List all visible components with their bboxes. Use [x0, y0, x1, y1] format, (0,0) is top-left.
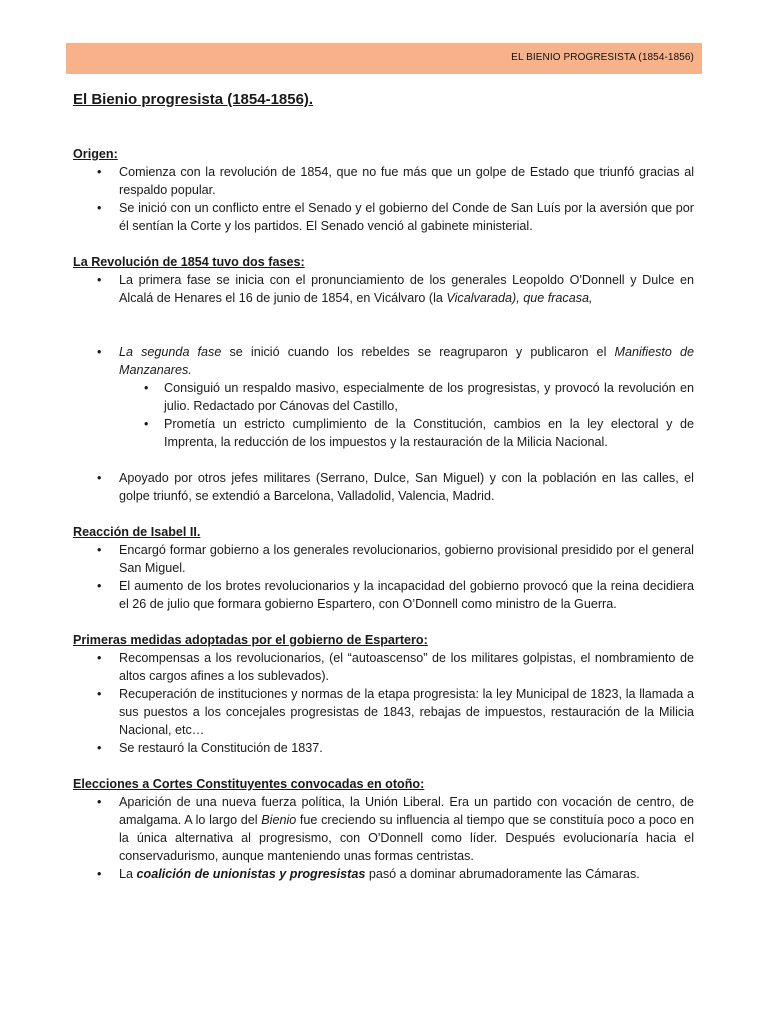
- list-item-text: La: [119, 867, 137, 881]
- list-item-text: Recuperación de instituciones y normas de la etapa progresista: la ley Municipal de 1823, la llamada a sus puestos a los concejales progresistas de 1843, rebajas de impuestos, restauración de la Milicia Nacional, etc…: [119, 687, 694, 737]
- bullet-icon: •: [97, 579, 102, 593]
- list-item: [73, 469, 694, 505]
- section-heading-revolucion: La Revolución de 1854 tuvo dos fases:: [73, 255, 305, 269]
- list-item-text: se inició cuando los rebeldes se reagruparon y publicaron el: [221, 345, 615, 359]
- reaccion-list: [73, 541, 694, 613]
- list-item: [73, 163, 694, 199]
- list-item: [73, 199, 694, 235]
- list-item-text: Comienza con la revolución de 1854, que no fue más que un golpe de Estado que triunfó gracias al respaldo popular.: [119, 165, 694, 197]
- running-header-band: [66, 43, 702, 74]
- list-item-text: Apoyado por otros jefes militares (Serrano, Dulce, San Miguel) y con la población en las calles, el golpe triunfó, se extendió a Barcelona, Valladolid, Valencia, Madrid.: [119, 471, 694, 503]
- sublist-item-text: Prometía un estricto cumplimiento de la Constitución, cambios en la ley electoral y de Imprenta, la reducción de los impuestos y la restauración de la Milicia Nacional.: [164, 417, 694, 449]
- list-item-text: pasó a dominar abrumadoramente las Cámaras.: [365, 867, 640, 881]
- sublist-item: [119, 415, 694, 451]
- list-item: [73, 739, 694, 757]
- sublist-item-text: Consiguió un respaldo masivo, especialmente de los progresistas, y provocó la revolución en julio. Redactado por Cánovas del Castillo,: [164, 381, 694, 413]
- list-item-bold-italic: coalición de unionistas y progresistas: [136, 867, 366, 881]
- revolucion-sublist: [119, 379, 694, 451]
- list-item-text: Aparición de una nueva fuerza política, la Unión Liberal. Era un partido con vocación de centro, de amalgama. A lo largo del: [119, 795, 694, 827]
- bullet-icon: •: [97, 795, 102, 809]
- section-heading-reaccion: Reacción de Isabel II.: [73, 525, 201, 539]
- list-item-italic: La segunda fase: [119, 345, 222, 359]
- list-item-italic: Bienio: [261, 813, 297, 827]
- list-item: [73, 793, 694, 865]
- list-item: [73, 343, 694, 451]
- sublist-item: [119, 379, 694, 415]
- list-item: [73, 577, 694, 613]
- section-heading-origen: Origen:: [73, 147, 118, 161]
- list-item-text: El aumento de los brotes revolucionarios y la incapacidad del gobierno provocó que la reina decidiera el 26 de julio que formara gobierno Espartero, con O’Donnell como ministro de la Guerra.: [119, 579, 694, 611]
- running-header-title: EL BIENIO PROGRESISTA (1854-1856): [511, 52, 694, 63]
- list-item-text: La primera fase se inicia con el pronunciamiento de los generales Leopoldo O'Donnell y Dulce en Alcalá de Henares el 16 de junio de 1854, en Vicálvaro (la: [119, 273, 694, 305]
- list-item: [73, 865, 694, 883]
- list-item-text: fue creciendo su influencia al tiempo que se constituía poco a poco en la única alternativa al progresismo, con O'Donnell como líder. Después evolucionaría hacia el conservadurismo, aunque manteniendo unas formas centristas.: [119, 813, 694, 863]
- elecciones-list: [73, 793, 694, 883]
- bullet-icon: •: [97, 741, 102, 755]
- list-item: [73, 685, 694, 739]
- bullet-icon: •: [97, 867, 102, 881]
- section-heading-elecciones: Elecciones a Cortes Constituyentes convocadas en otoño:: [73, 777, 425, 791]
- list-item: [73, 541, 694, 577]
- bullet-icon: •: [97, 345, 102, 359]
- bullet-icon: •: [97, 273, 102, 287]
- bullet-icon: •: [97, 165, 102, 179]
- list-item-text: Se restauró la Constitución de 1837.: [119, 741, 323, 755]
- list-item-text: Recompensas a los revolucionarios, (el “autoascenso” de los militares golpistas, el nombramiento de altos cargos afines a los sublevados).: [119, 651, 694, 683]
- list-item-text: Encargó formar gobierno a los generales revolucionarios, gobierno provisional presidido por el general San Miguel.: [119, 543, 694, 575]
- document-body: [73, 90, 694, 883]
- revolucion-list-3: [73, 469, 694, 505]
- bullet-icon: •: [97, 651, 102, 665]
- bullet-icon: •: [97, 543, 102, 557]
- list-item: [73, 649, 694, 685]
- list-item-italic: Vicalvarada), que fracasa,: [446, 291, 593, 305]
- revolucion-list-2: [73, 343, 694, 451]
- bullet-icon: •: [97, 687, 102, 701]
- document-title: El Bienio progresista (1854-1856).: [73, 91, 314, 108]
- section-heading-medidas: Primeras medidas adoptadas por el gobierno de Espartero:: [73, 633, 428, 647]
- bullet-icon: •: [144, 417, 149, 431]
- revolucion-list: [73, 271, 694, 307]
- bullet-icon: •: [97, 201, 102, 215]
- bullet-icon: •: [97, 471, 102, 485]
- origen-list: [73, 163, 694, 235]
- medidas-list: [73, 649, 694, 757]
- bullet-icon: •: [144, 381, 149, 395]
- list-item-text: Se inició con un conflicto entre el Senado y el gobierno del Conde de San Luís por la aversión que por él sentían la Corte y los partidos. El Senado venció al gabinete ministerial.: [119, 201, 694, 233]
- list-item: [73, 271, 694, 307]
- list-item-italic: Manifiesto de Manzanares.: [119, 345, 695, 377]
